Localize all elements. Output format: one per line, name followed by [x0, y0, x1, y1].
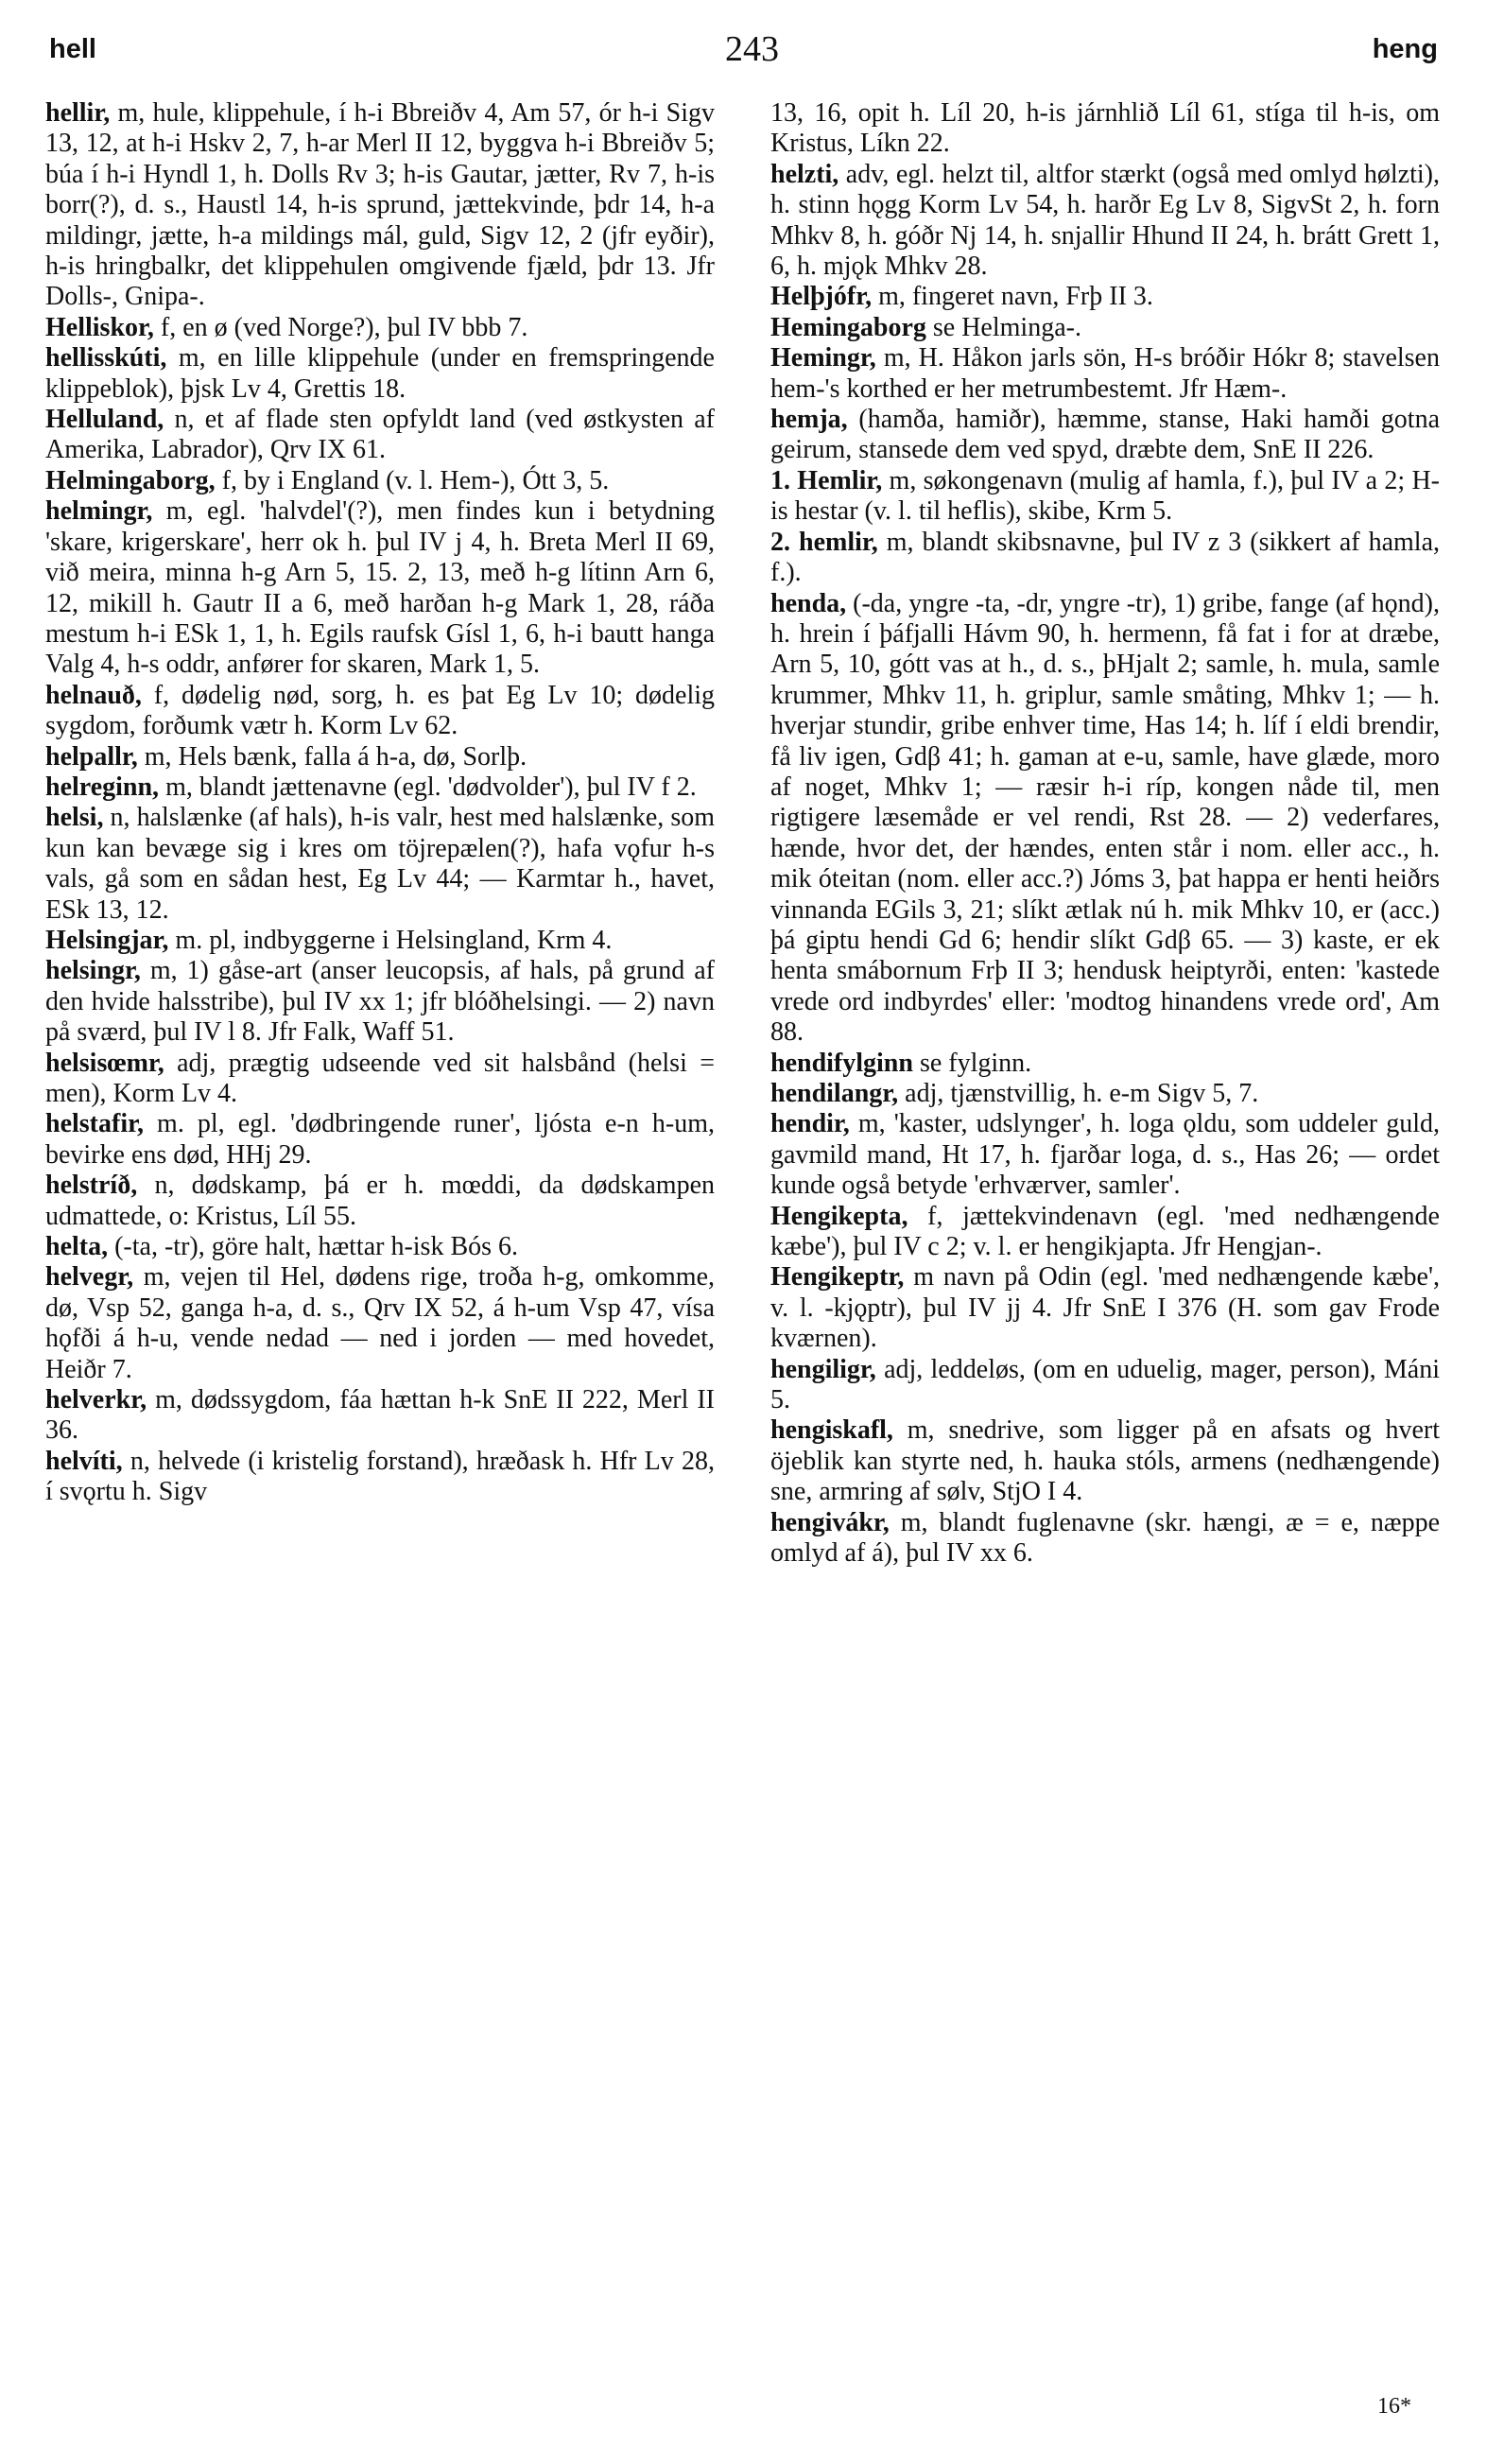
entry-headword: hellir, — [45, 98, 111, 128]
entry-headword: Hengikepta, — [770, 1201, 908, 1231]
entry-text: m navn på Odin (egl. 'med nedhængende kæbe', v. l. -kjǫptr), þul IV jj 4. Jfr SnE I 376 (H. som gav Frode kværnen). — [770, 1262, 1440, 1354]
entry-headword: Helmingaborg, — [45, 465, 216, 495]
dictionary-entry — [45, 772, 715, 803]
entry-headword: helstríð, — [45, 1171, 138, 1201]
dictionary-entry — [45, 343, 715, 405]
entry-text: (hamða, hamiðr), hæmme, stanse, Haki hamði gotna geirum, stansede dem ved spyd, dræbte dem, SnE II 226. — [770, 405, 1440, 465]
entry-headword: helmingr, — [45, 496, 153, 527]
entry-text: f, en ø (ved Norge?), þul IV bbb 7. — [153, 312, 528, 342]
dictionary-entry — [770, 313, 1440, 343]
entry-text: m, blandt fuglenavne (skr. hængi, æ = e, næppe omlyd af á), þul IV xx 6. — [770, 1507, 1440, 1569]
entry-text: m, 'kaster, udslynger', h. loga ǫldu, som uddeler guld, gavmild mand, Ht 17, h. fjarðar loga, d. s., Has 26; — ordet kunde også betyde 'erhværver, samler'. — [770, 1109, 1440, 1201]
entry-headword: helreginn, — [45, 772, 160, 802]
dictionary-entry — [770, 1109, 1440, 1201]
dictionary-entry — [45, 405, 715, 466]
right-column — [770, 98, 1440, 1570]
dictionary-entry — [45, 1262, 715, 1385]
entry-text: m, fingeret navn, Frþ II 3. — [872, 282, 1153, 312]
entry-text: f, dødelig nød, sorg, h. es þat Eg Lv 10; dødelig sygdom, forðumk vætr h. Korm Lv 62. — [45, 680, 715, 741]
dictionary-entry — [770, 1355, 1440, 1416]
entry-text: m, H. Håkon jarls sön, H-s bróðir Hókr 8; stavelsen hem-'s korthed er her metrumbestemt. Jfr Hæm-. — [770, 343, 1440, 404]
dictionary-entry — [45, 803, 715, 926]
entry-text: n, halslænke (af hals), h-is valr, hest med halslænke, som kun kan bevæge sig i kres om töjrepælen(?), hafa vǫfur h-s vals, gå som en sådan hest, Eg Lv 44; — Karmtar h., havet, ESk 13, 12. — [45, 803, 715, 925]
dictionary-entry — [45, 1447, 715, 1508]
entry-headword: Hemingaborg — [770, 312, 926, 342]
dictionary-entry — [45, 1049, 715, 1110]
entry-headword: helpallr, — [45, 741, 138, 772]
entry-headword: hellisskúti, — [45, 343, 167, 373]
entry-headword: helsi, — [45, 803, 104, 833]
entry-text: m, søkongenavn (mulig af hamla, f.), þul IV a 2; H-is hestar (v. l. til heflis), skibe, Krm 5. — [770, 465, 1441, 527]
entry-text: m, blandt jættenavne (egl. 'dødvolder'), þul IV f 2. — [159, 772, 697, 802]
entry-text: m, snedrive, som ligger på en afsats og hvert öjeblik kan styrte ned, h. hauka stóls, armens (nedhængende) sne, armring af sølv, StjO I 4. — [770, 1415, 1440, 1507]
dictionary-entry — [45, 926, 715, 956]
dictionary-entry — [770, 589, 1440, 1049]
entry-headword: hengiligr, — [770, 1354, 876, 1384]
entry-text: (-ta, -tr), göre halt, hættar h-isk Bós 6. — [108, 1232, 519, 1262]
left-column — [45, 98, 715, 1508]
entry-text: m, egl. 'halvdel'(?), men findes kun i betydning 'skare, krigerskare', herr ok h. þul IV j 4, h. Breta Merl II 69, við meira, minna h-g Arn 5, 15. 2, 13, með h-g lítinn Arn 6, 12, mikill h. Gautr II a 6, með harðan h-g Mark 1, 28, ráða mestum h-i ESk 1, 1, h. Egils raufsk Gísl 1, 6, h-i bautt hanga Valg 4, h-s oddr, anfører for skaren, Mark 1, 5. — [45, 496, 715, 680]
entry-headword: Helluland, — [45, 405, 164, 435]
entry-headword: hengiskafl, — [770, 1415, 893, 1446]
dictionary-entry — [45, 1109, 715, 1171]
entry-headword: helvegr, — [45, 1262, 134, 1293]
entry-headword: Hemingr, — [770, 343, 876, 373]
running-head-left: hell — [49, 34, 96, 64]
dictionary-entry — [770, 1202, 1440, 1263]
dictionary-entry — [770, 1262, 1440, 1354]
entry-headword: hendilangr, — [770, 1079, 899, 1108]
entry-headword: helvíti, — [45, 1446, 123, 1476]
dictionary-entry — [770, 528, 1440, 589]
entry-headword: hengivákr, — [770, 1507, 890, 1537]
entry-text: adj, prægtig udseende ved sit halsbånd (helsi = men), Korm Lv 4. — [45, 1048, 715, 1108]
entry-headword: helzti, — [770, 159, 839, 189]
dictionary-entry — [45, 1232, 715, 1262]
dictionary-entry — [770, 1049, 1440, 1079]
entry-text: (-da, yngre -ta, -dr, yngre -tr), 1) gribe, fange (af hǫnd), h. hrein í þáfjalli Hávm 90, h. hermenn, få fat i for at dræbe, Arn 5, 10, gótt vas at h., d. s., þHjalt 2; samle, h. mula, samle krummer, Mhkv 11, h. griplur, samle småting, Mhkv 1; — h. hverjar stundir, gribe enhver time, Has 14; h. líf í eldi brendir, få liv igen, Gdβ 41; h. gaman at e-u, samle, have glæde, moro af noget, Mhkv 1; — ræsir h-i ríp, kongen nåde til, men rigtigere læsemåde er vel rendi, Rst 28. — 2) vederfares, hænde, hvor det, der hændes, enten står i nom. eller acc., h. mik óteitan (nom. eller acc.?) Jóms 3, þat happa er henti heiðrs vinnanda EGils 3, 21; slíkt ætlak nú h. mik Mhkv 10, er (acc.) þá giptu hendi Gd 6; hendir slíkt Gdβ 65. — 3) kaste, er ek henta smábornum Frþ II 3; hendusk heiptyrði, enten: 'kastede vrede ord indbyrdes' eller: 'modtog hinandens vrede ord', Am 88. — [770, 588, 1440, 1048]
entry-text: m, dødssygdom, fáa hættan h-k SnE II 222, Merl II 36. — [45, 1385, 715, 1446]
entry-text: n, dødskamp, þá er h. mœddi, da dødskampen udmattede, o: Kristus, Líl 55. — [45, 1171, 715, 1231]
entry-headword: Helsingjar, — [45, 925, 169, 955]
dictionary-entry — [770, 1415, 1440, 1507]
dictionary-entry — [45, 98, 715, 313]
entry-text: m, Hels bænk, falla á h-a, dø, Sorlþ. — [137, 741, 527, 772]
dictionary-entry — [770, 282, 1440, 312]
dictionary-entry — [45, 956, 715, 1048]
entry-text: m, vejen til Hel, dødens rige, troða h-g, omkomme, dø, Vsp 52, ganga h-a, d. s., Qrv IX 52, á h-um Vsp 47, vísa hǫfði á h-u, vende nedad — ned i jorden — med hovedet, Heiðr 7. — [45, 1262, 715, 1384]
entry-text: f, by i England (v. l. Hem-), Ótt 3, 5. — [215, 465, 610, 495]
entry-headword: Hengikeptr, — [770, 1262, 905, 1293]
dictionary-entry — [45, 1385, 715, 1447]
entry-headword: 1. Hemlir, — [770, 465, 883, 495]
entry-headword: hendir, — [770, 1109, 850, 1139]
entry-headword: Helþjófr, — [770, 282, 873, 312]
dictionary-entry — [770, 466, 1440, 528]
running-head-right: heng — [1372, 34, 1438, 64]
entry-text: adv, egl. helzt til, altfor stærkt (også med omlyd hølzti), h. stinn hǫgg Korm Lv 54, h. harðr Eg Lv 8, SigvSt 2, h. forn Mhkv 8, h. góðr Nj 14, h. snjallir Hhund II 24, h. brátt Grett 1, 6, h. mjǫk Mhkv 28. — [770, 159, 1440, 282]
dictionary-entry — [770, 405, 1440, 466]
dictionary-entry — [45, 1171, 715, 1232]
entry-text: f, jættekvindenavn (egl. 'med nedhængende kæbe'), þul IV c 2; v. l. er hengikjapta. Jfr Hengjan-. — [770, 1201, 1440, 1262]
entry-headword: helsisœmr, — [45, 1048, 164, 1078]
entry-text: m, blandt skibsnavne, þul IV z 3 (sikkert af hamla, f.). — [770, 527, 1441, 588]
dictionary-entry — [770, 343, 1440, 405]
dictionary-entry — [45, 742, 715, 772]
signature-mark: 16* — [1377, 2394, 1411, 2419]
page-number: 243 — [725, 29, 779, 69]
entry-headword: henda, — [770, 588, 847, 618]
dictionary-entry — [770, 98, 1440, 160]
entry-text: adj, tjænstvillig, h. e-m Sigv 5, 7. — [898, 1079, 1259, 1108]
entry-headword: helverkr, — [45, 1385, 147, 1415]
entry-headword: 2. hemlir, — [770, 527, 878, 557]
dictionary-entry — [770, 1079, 1440, 1109]
entry-headword: helnauð, — [45, 680, 142, 710]
entry-headword: helstafir, — [45, 1109, 144, 1139]
entry-headword: Helliskor, — [45, 312, 154, 342]
entry-text: 13, 16, opit h. Líl 20, h-is járnhlið Líl 61, stíga til h-is, om Kristus, Líkn 22. — [770, 98, 1440, 159]
entry-headword: helsingr, — [45, 956, 141, 986]
dictionary-entry — [770, 1508, 1440, 1570]
dictionary-entry — [770, 160, 1440, 283]
entry-text: n, et af flade sten opfyldt land (ved østkysten af Amerika, Labrador), Qrv IX 61. — [45, 405, 715, 465]
dictionary-entry — [45, 466, 715, 496]
entry-text: m, hule, klippehule, í h-i Bbreiðv 4, Am 57, ór h-i Sigv 13, 12, at h-i Hskv 2, 7, h-ar Merl II 12, byggva h-i Bbreiðv 5; búa í h-i Hyndl 1, h. Dolls Rv 3; h-is Gautar, jætter, Rv 7, h-is borr(?), d. s., Haustl 14, h-is sprund, jættekvinde, þdr 14, h-a mildingr, jætte, h-a mildings mál, guld, Sigv 12, 2 (jfr eyðir), h-is hringbalkr, det klippehulen omgivende fjæld, þdr 13. Jfr Dolls-, Gnipa-. — [45, 98, 715, 312]
entry-text: adj, leddeløs, (om en uduelig, mager, person), Máni 5. — [770, 1354, 1440, 1415]
dictionary-entry — [45, 313, 715, 343]
entry-text: m. pl, egl. 'dødbringende runer', ljósta e-n h-um, bevirke ens død, HHj 29. — [45, 1109, 715, 1170]
dictionary-entry — [45, 681, 715, 742]
entry-text: m, en lille klippehule (under en fremspringende klippeblok), þjsk Lv 4, Grettis 18. — [45, 343, 715, 404]
entry-text: n, helvede (i kristelig forstand), hræðask h. Hfr Lv 28, í svǫrtu h. Sigv — [45, 1446, 715, 1507]
entry-headword: hendifylginn — [770, 1048, 913, 1078]
dictionary-entry — [45, 496, 715, 680]
entry-headword: helta, — [45, 1232, 109, 1262]
entry-text: se fylginn. — [912, 1048, 1032, 1078]
entry-text: m, 1) gåse-art (anser leucopsis, af hals, på grund af den hvide halsstribe), þul IV xx 1; jfr blóðhelsingi. — 2) navn på sværd, þul IV l 8. Jfr Falk, Waff 51. — [45, 956, 715, 1048]
entry-text: m. pl, indbyggerne i Helsingland, Krm 4. — [168, 925, 613, 955]
entry-headword: hemja, — [770, 405, 848, 435]
entry-text: se Helminga-. — [925, 312, 1081, 342]
